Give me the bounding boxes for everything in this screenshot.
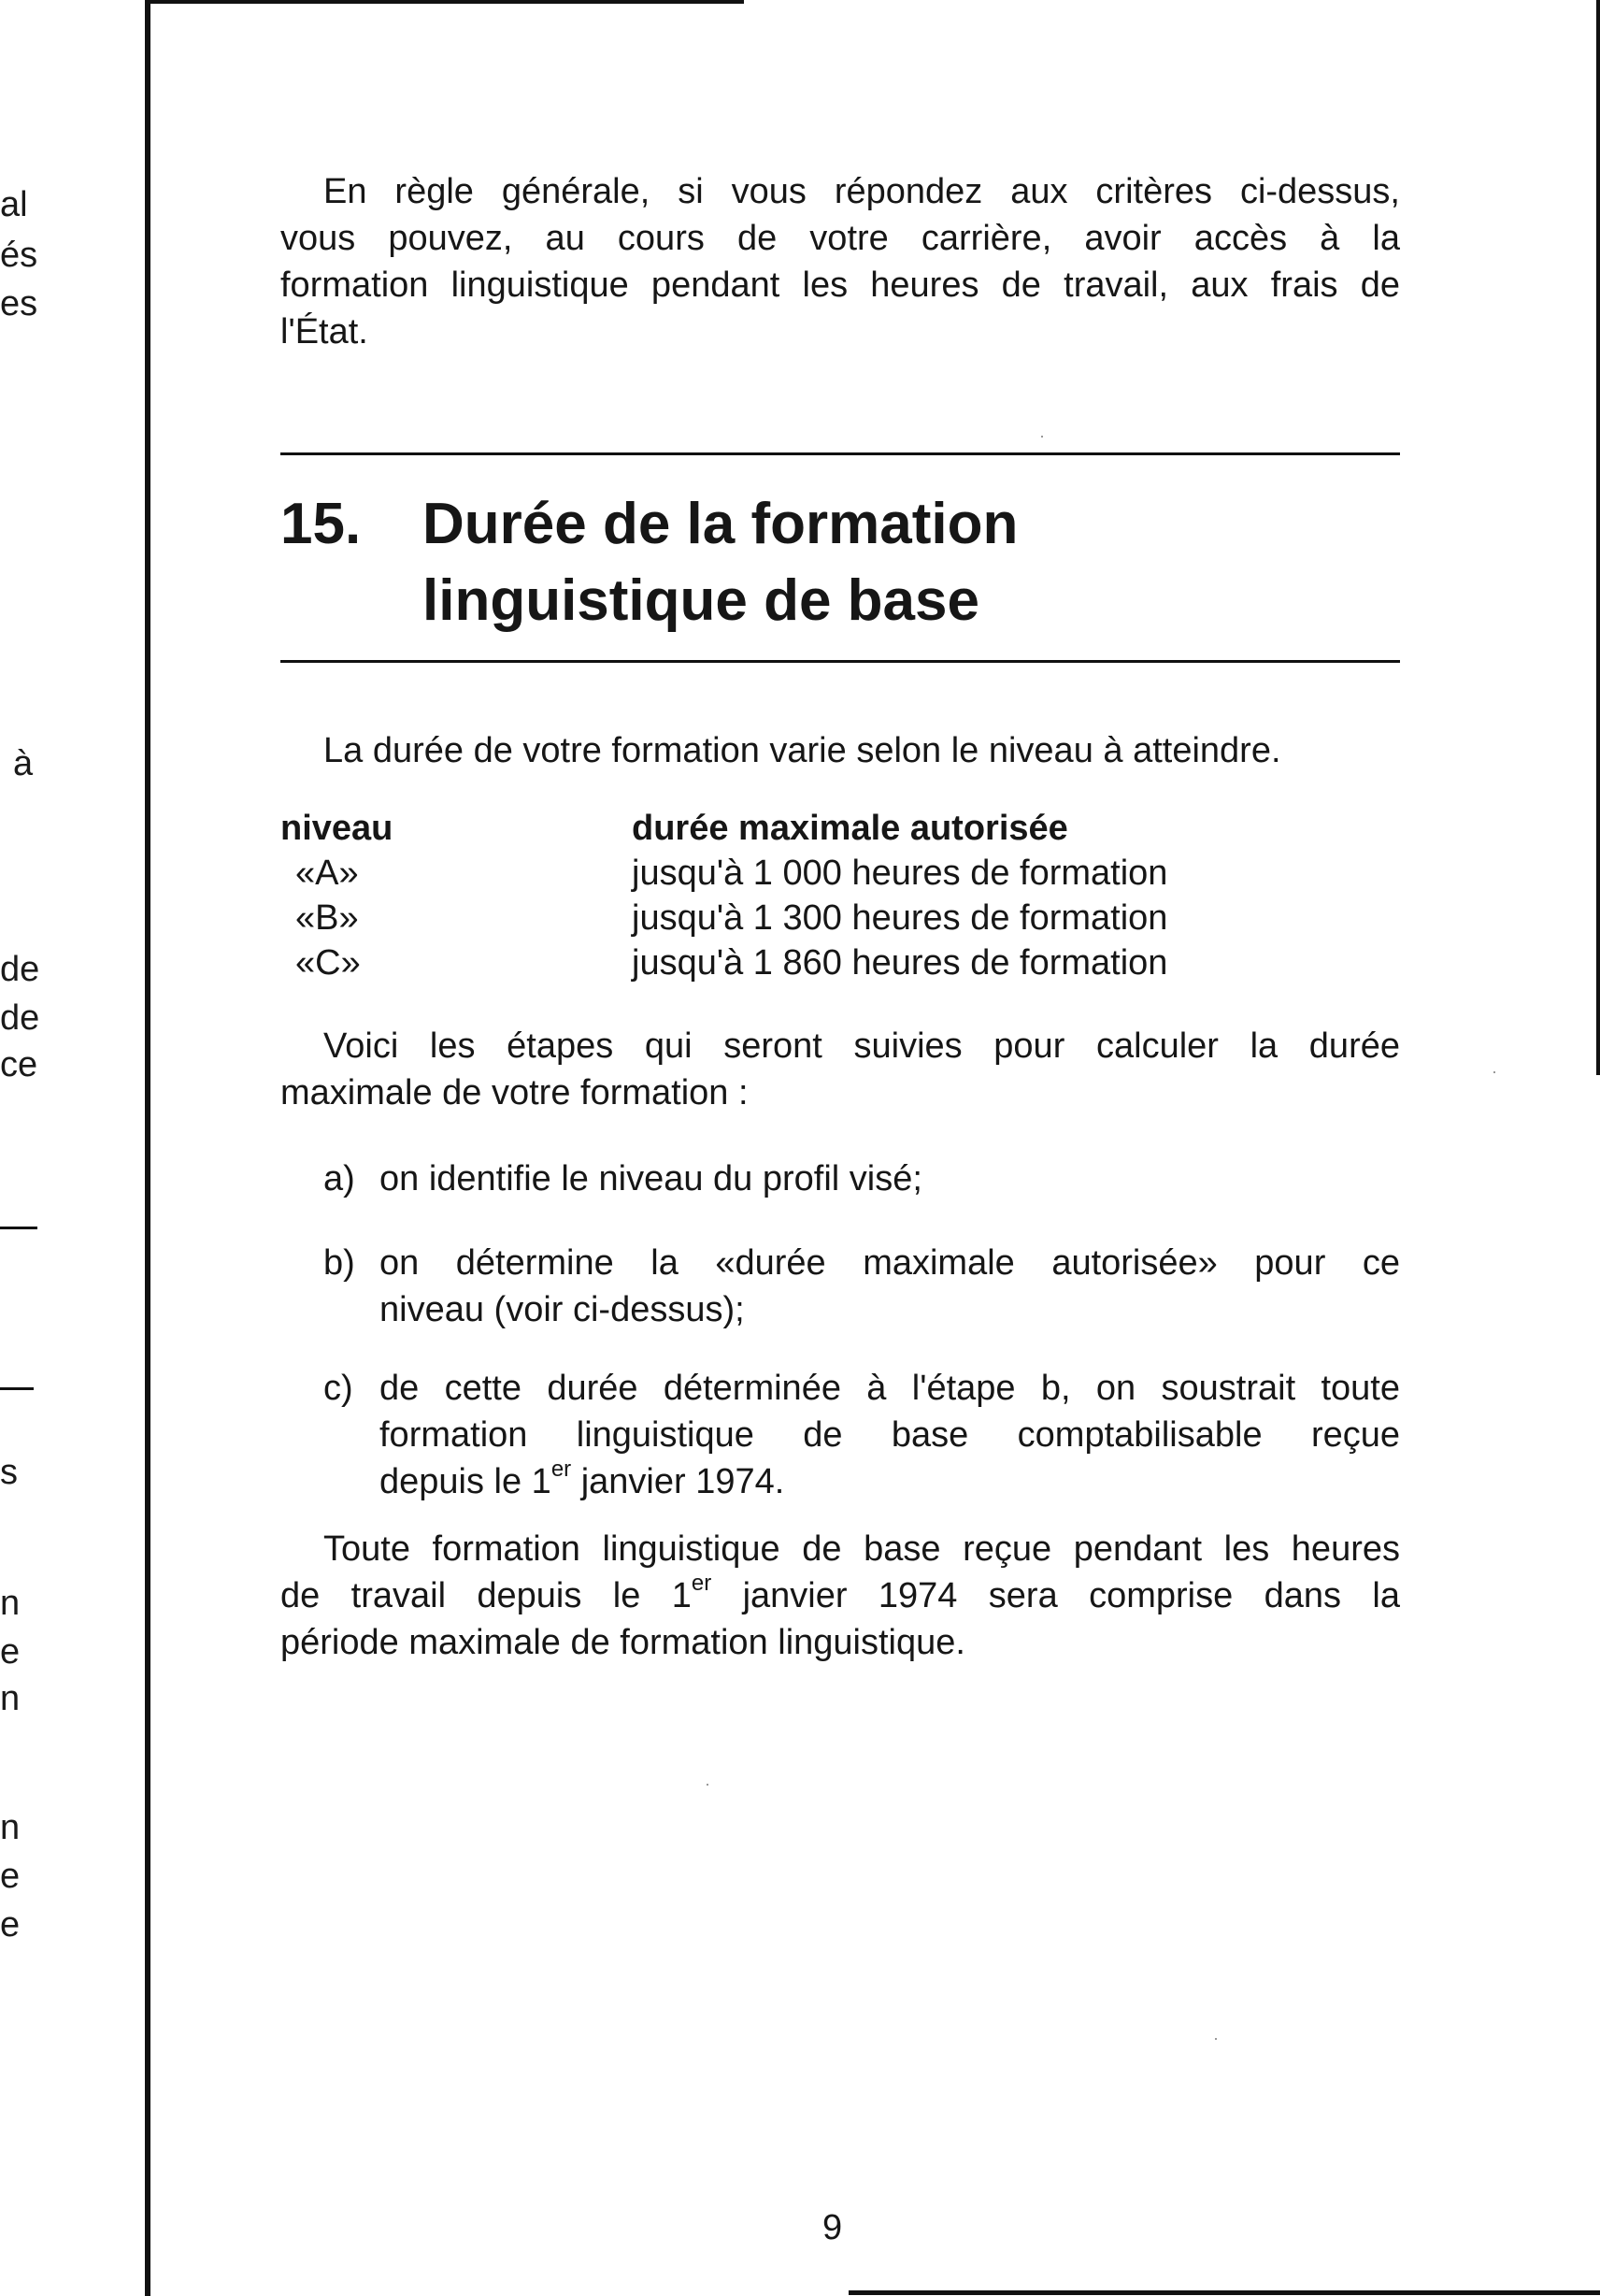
facing-page-fragments (0, 0, 146, 2296)
facing-fragment: de (0, 998, 40, 1038)
table-row (280, 896, 1308, 940)
steps-intro-paragraph (280, 1023, 1400, 1116)
list-item-body (379, 1365, 1400, 1505)
facing-rule (0, 1227, 37, 1229)
facing-fragment: e (0, 1905, 21, 1944)
facing-fragment: és (0, 236, 38, 275)
facing-fragment: à (13, 744, 34, 783)
list-marker: c) (323, 1369, 353, 1408)
intro-line: l'État. (280, 312, 368, 352)
facing-fragment: n (0, 1584, 21, 1623)
list-item-line: on détermine la «durée maximale autorisée» pour ce (379, 1243, 1400, 1283)
lead-sentence (323, 727, 1400, 774)
list-item-text: janvier 1974. (571, 1462, 785, 1501)
section-title-line: Durée de la formation (422, 492, 1019, 556)
list-item-body (379, 1240, 1400, 1333)
bottom-frame-rule (849, 2290, 1600, 2295)
facing-fragment: e (0, 1857, 21, 1896)
list-marker: b) (323, 1243, 355, 1283)
table-cell-level: «C» (295, 943, 361, 983)
section-title-line: linguistique de base (422, 568, 979, 633)
table-header-duration: durée maximale autorisée (632, 809, 1068, 848)
list-item-line: on identifie le niveau du profil visé; (379, 1159, 922, 1198)
facing-fragment: es (0, 284, 38, 323)
section-bottom-rule (280, 660, 1400, 663)
table-cell-duration: jusqu'à 1 000 heures de formation (632, 854, 1168, 893)
facing-fragment: n (0, 1679, 21, 1718)
list-item-body (379, 1155, 1400, 1202)
ordinal-superscript: er (550, 1457, 572, 1483)
table-cell-level: «B» (295, 898, 359, 938)
facing-fragment: n (0, 1808, 21, 1847)
list-item-line: niveau (voir ci-dessus); (379, 1290, 745, 1329)
closing-text: de travail depuis le 1 (280, 1576, 692, 1615)
intro-line: En règle générale, si vous répondez aux critères ci-dessus, (323, 172, 1400, 211)
table-row (280, 940, 1308, 985)
scan-speck (1493, 1071, 1495, 1073)
scan-speck (707, 1784, 708, 1786)
closing-line: période maximale de formation linguistique. (280, 1623, 965, 1662)
facing-fragment: ce (0, 1045, 38, 1084)
facing-rule (0, 1387, 34, 1390)
steps-intro-line: maximale de votre formation : (280, 1073, 749, 1112)
right-page-edge (1596, 0, 1600, 1075)
intro-line: formation linguistique pendant les heures de travail, aux frais de (280, 265, 1400, 305)
intro-line: vous pouvez, au cours de votre carrière, avoir accès à la (280, 219, 1400, 258)
table-cell-duration: jusqu'à 1 300 heures de formation (632, 898, 1168, 938)
scan-speck (1041, 436, 1043, 438)
facing-fragment: s (0, 1453, 18, 1492)
scan-speck (1215, 2038, 1217, 2040)
lead-sentence-text: La durée de votre formation varie selon le niveau à atteindre. (323, 731, 1281, 770)
intro-paragraph (280, 168, 1400, 355)
table-row (280, 851, 1308, 896)
list-marker: a) (323, 1159, 355, 1198)
section-title (422, 486, 1357, 639)
table-header-level: niveau (280, 809, 393, 848)
ordinal-superscript: er (691, 1571, 712, 1597)
facing-fragment: e (0, 1632, 21, 1672)
top-frame-rule (146, 0, 744, 4)
steps-intro-line: Voici les étapes qui seront suivies pour calculer la durée (323, 1026, 1400, 1066)
closing-paragraph (280, 1526, 1400, 1666)
page-number: 9 (822, 2208, 843, 2247)
list-item-line: formation linguistique de base comptabilisable reçue (379, 1415, 1400, 1455)
closing-line (280, 1572, 1400, 1619)
list-item-line (379, 1458, 1400, 1505)
table-cell-duration: jusqu'à 1 860 heures de formation (632, 943, 1168, 983)
facing-fragment: de (0, 950, 40, 989)
section-top-rule (280, 452, 1400, 455)
list-item-text: depuis le 1 (379, 1462, 551, 1501)
facing-fragment: al (0, 185, 28, 224)
closing-text: janvier 1974 sera comprise dans la (711, 1576, 1400, 1615)
closing-line: Toute formation linguistique de base reçue pendant les heures (323, 1529, 1400, 1569)
list-item-line: de cette durée déterminée à l'étape b, on soustrait toute (379, 1369, 1400, 1408)
duration-table (280, 806, 1308, 985)
section-number: 15. (280, 492, 362, 556)
table-cell-level: «A» (295, 854, 359, 893)
table-header-row (280, 806, 1308, 851)
